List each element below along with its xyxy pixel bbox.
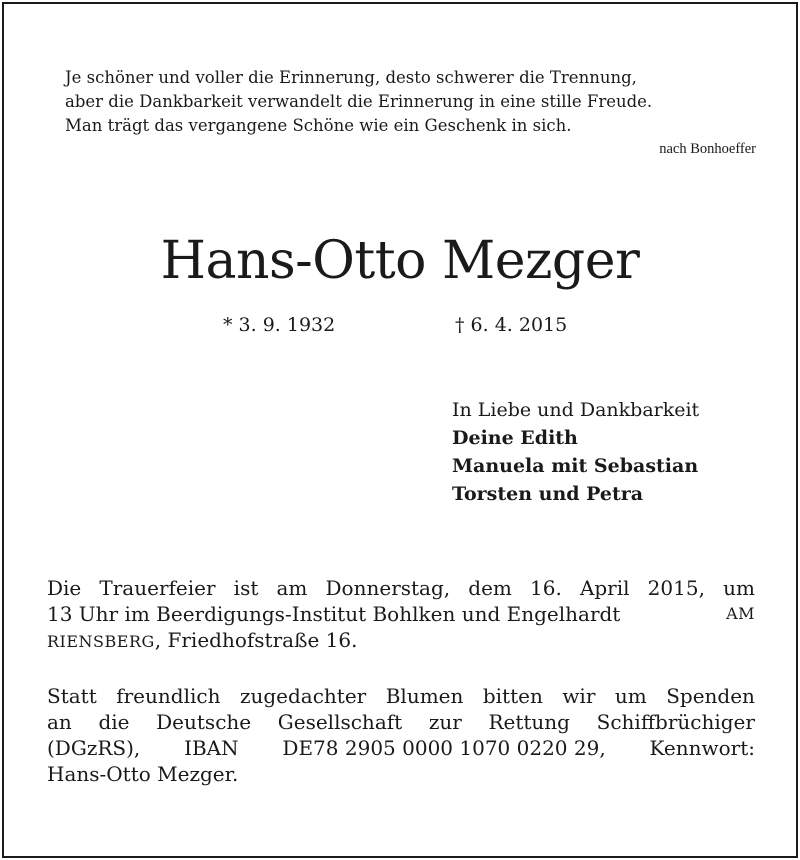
word: ist: [233, 576, 259, 600]
word: 2015,: [647, 576, 705, 600]
donation-line: Hans-Otto Mezger.: [47, 762, 239, 786]
quote-line: Man trägt das vergangene Schöne wie ein Geschenk in sich.: [65, 116, 572, 135]
family-member: Deine Edith: [452, 427, 578, 449]
word: an: [47, 710, 72, 734]
funeral-line-caps: AM: [726, 604, 755, 623]
word: Blumen: [385, 684, 464, 708]
funeral-line: [47, 575, 755, 601]
word: wir: [562, 684, 596, 708]
word: Rettung: [488, 710, 570, 734]
funeral-line-text: , Friedhofstraße 16.: [154, 628, 358, 652]
word: um: [614, 684, 647, 708]
word: am: [276, 576, 308, 600]
closing-intro: In Liebe und Dankbarkeit: [452, 399, 700, 421]
quote-line: Je schöner und voller die Erinnerung, desto schwerer die Trennung,: [65, 68, 637, 87]
word: dem: [468, 576, 512, 600]
donation-info: [47, 683, 755, 787]
word: April: [579, 576, 630, 600]
funeral-line-caps: RIENSBERG: [47, 632, 155, 651]
word: Die: [47, 576, 82, 600]
word: um: [723, 576, 755, 600]
word: (DGzRS),: [47, 736, 141, 760]
donation-line: [47, 735, 755, 761]
death-date: † 6. 4. 2015: [455, 314, 568, 336]
deceased-name: Hans-Otto Mezger: [160, 231, 640, 291]
quote-line: aber die Dankbarkeit verwandelt die Erinnerung in eine stille Freude.: [65, 92, 653, 111]
word: Gesellschaft: [277, 710, 403, 734]
family-member: Manuela mit Sebastian: [452, 455, 699, 477]
quote-attribution: nach Bonhoeffer: [659, 141, 756, 157]
word: die: [98, 710, 130, 734]
funeral-info: [47, 575, 755, 655]
donation-line: [47, 683, 755, 709]
word: Spenden: [666, 684, 755, 708]
word: zugedachter: [239, 684, 367, 708]
birth-date: * 3. 9. 1932: [223, 314, 336, 336]
word: Donnerstag,: [325, 576, 451, 600]
word: freundlich: [116, 684, 221, 708]
closing-block: [452, 396, 699, 508]
word: 16.: [530, 576, 562, 600]
word: Deutsche: [156, 710, 252, 734]
word: bitten: [482, 684, 543, 708]
donation-line: [47, 709, 755, 735]
word: Schiffbrüchiger: [596, 710, 755, 734]
family-member: Torsten und Petra: [452, 483, 644, 505]
funeral-line: [47, 627, 755, 655]
word: Kennwort:: [649, 736, 755, 760]
bonhoeffer-quote: [65, 66, 755, 138]
word: Trauerfeier: [99, 576, 216, 600]
funeral-line-text: 13 Uhr im Beerdigungs-Institut Bohlken und Engelhardt: [47, 602, 621, 626]
funeral-line: [47, 601, 755, 627]
word: DE78 2905 0000 1070 0220 29,: [282, 736, 606, 760]
word: IBAN: [184, 736, 239, 760]
word: zur: [428, 710, 462, 734]
word: Statt: [47, 684, 97, 708]
